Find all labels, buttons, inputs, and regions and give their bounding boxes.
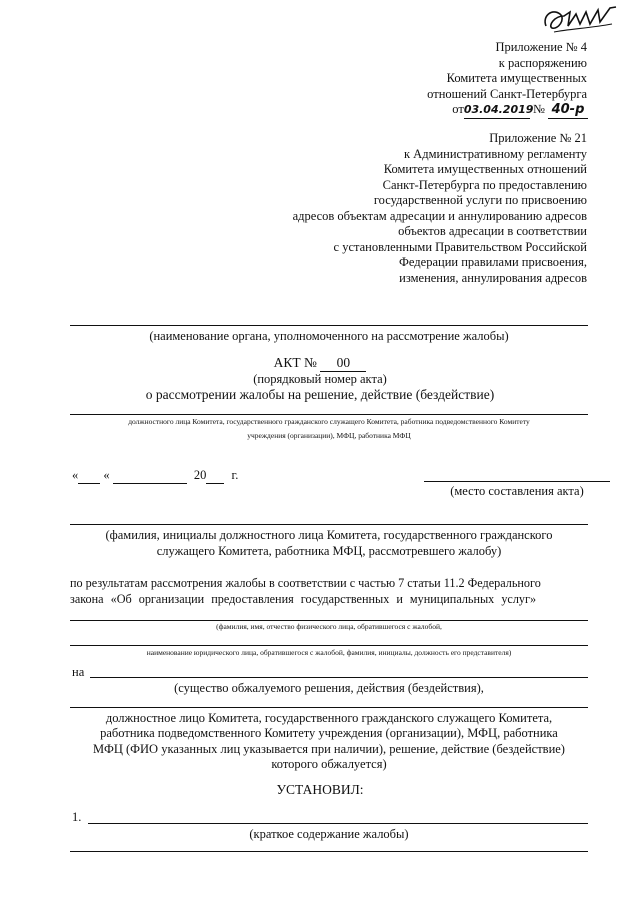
signature	[540, 4, 622, 38]
attach2-line: Комитета имущественных отношений	[383, 162, 587, 176]
established-heading: УСТАНОВИЛ:	[276, 782, 364, 797]
complaint-line-2	[70, 851, 588, 852]
act-number-caption: (порядковый номер акта)	[253, 372, 387, 386]
date-value: 03.04.2019	[464, 102, 530, 119]
applicant-caption-1: (фамилия, имя, отчество физического лица, обратившегося с жалобой,	[216, 622, 442, 631]
year-suffix: г.	[231, 468, 239, 482]
basis-line-2: закона «Об организации предоставления государственных и муниципальных услуг»	[70, 592, 537, 606]
attach2-line: с установленными Правительством Российской	[333, 240, 587, 254]
place-caption: (место составления акта)	[450, 484, 584, 498]
official-caption-1: должностного лица Комитета, государственного гражданского служащего Комитета, работника подведомственного Комитету	[128, 417, 530, 426]
official-caption-2: учреждения (организации), МФЦ, работника МФЦ	[247, 431, 411, 440]
attach2-line: изменения, аннулирования адресов	[399, 271, 587, 285]
appealed-line	[70, 707, 588, 708]
date-row	[72, 467, 238, 484]
decision-caption: (существо обжалуемого решения, действия (бездействия),	[174, 681, 484, 695]
official-line	[70, 414, 588, 415]
reviewer-caption-1: (фамилия, инициалы должностного лица Комитета, государственного гражданского	[105, 528, 553, 542]
complaint-caption: (краткое содержание жалобы)	[249, 827, 409, 841]
attach2-line: Федерации правилами присвоения,	[399, 255, 587, 269]
year-prefix: 20	[193, 468, 207, 482]
attach1-date-row	[452, 101, 588, 119]
applicant-caption-2: наименование юридического лица, обратившегося с жалобой, фамилия, инициалы, должность его представителя)	[146, 648, 512, 657]
place-line	[424, 481, 610, 482]
number-value: 40-р	[548, 102, 588, 119]
na-label: на	[72, 665, 85, 679]
date-quote-open: «	[72, 468, 79, 482]
appealed-caption: должностное лицо Комитета, государственного гражданского служащего Комитета,	[105, 711, 553, 725]
month-blank	[113, 467, 187, 484]
date-prefix: от	[452, 102, 464, 116]
reviewer-caption-2: служащего Комитета, работника МФЦ, рассмотревшего жалобу)	[156, 544, 502, 558]
item1-label: 1.	[72, 810, 82, 824]
number-sign: №	[532, 102, 545, 116]
attach2-line: адресов объектам адресации и аннулированию адресов	[292, 209, 587, 223]
date-quote-close: «	[103, 468, 110, 482]
organ-caption: (наименование органа, уполномоченного на рассмотрение жалобы)	[149, 329, 509, 343]
attach1-line: Приложение № 4	[495, 40, 587, 54]
attach1-line: отношений Санкт-Петербурга	[427, 87, 587, 101]
appealed-caption: МФЦ (ФИО указанных лиц указывается при наличии), решение, действие (бездействие)	[93, 742, 565, 756]
attach2-line: к Административному регламенту	[403, 147, 587, 161]
organ-line	[70, 325, 588, 326]
act-prefix: АКТ №	[273, 355, 317, 370]
act-number: 00	[320, 354, 366, 372]
attach2-line: Приложение № 21	[489, 131, 587, 145]
day-blank	[78, 467, 100, 484]
appealed-caption: работника подведомственного Комитету учреждения (организации), МФЦ, работника	[100, 726, 558, 740]
decision-line	[90, 677, 588, 678]
attach1-line: к распоряжению	[498, 56, 587, 70]
year-blank	[206, 467, 224, 484]
appealed-caption: которого обжалуется)	[271, 757, 387, 771]
act-title	[0, 354, 640, 372]
item1-line	[88, 823, 588, 824]
attach2-line: объектов адресации в соответствии	[398, 224, 587, 238]
reviewer-line	[70, 524, 588, 525]
attach1-line: Комитета имущественных	[446, 71, 587, 85]
act-subject: о рассмотрении жалобы на решение, действие (бездействие)	[145, 387, 495, 402]
attach2-line: государственной услуги по присвоению	[373, 193, 587, 207]
basis-line-1: по результатам рассмотрения жалобы в соответствии с частью 7 статьи 11.2 Федерального	[70, 576, 541, 590]
applicant-line-2	[70, 645, 588, 646]
attach2-line: Санкт-Петербурга по предоставлению	[382, 178, 587, 192]
